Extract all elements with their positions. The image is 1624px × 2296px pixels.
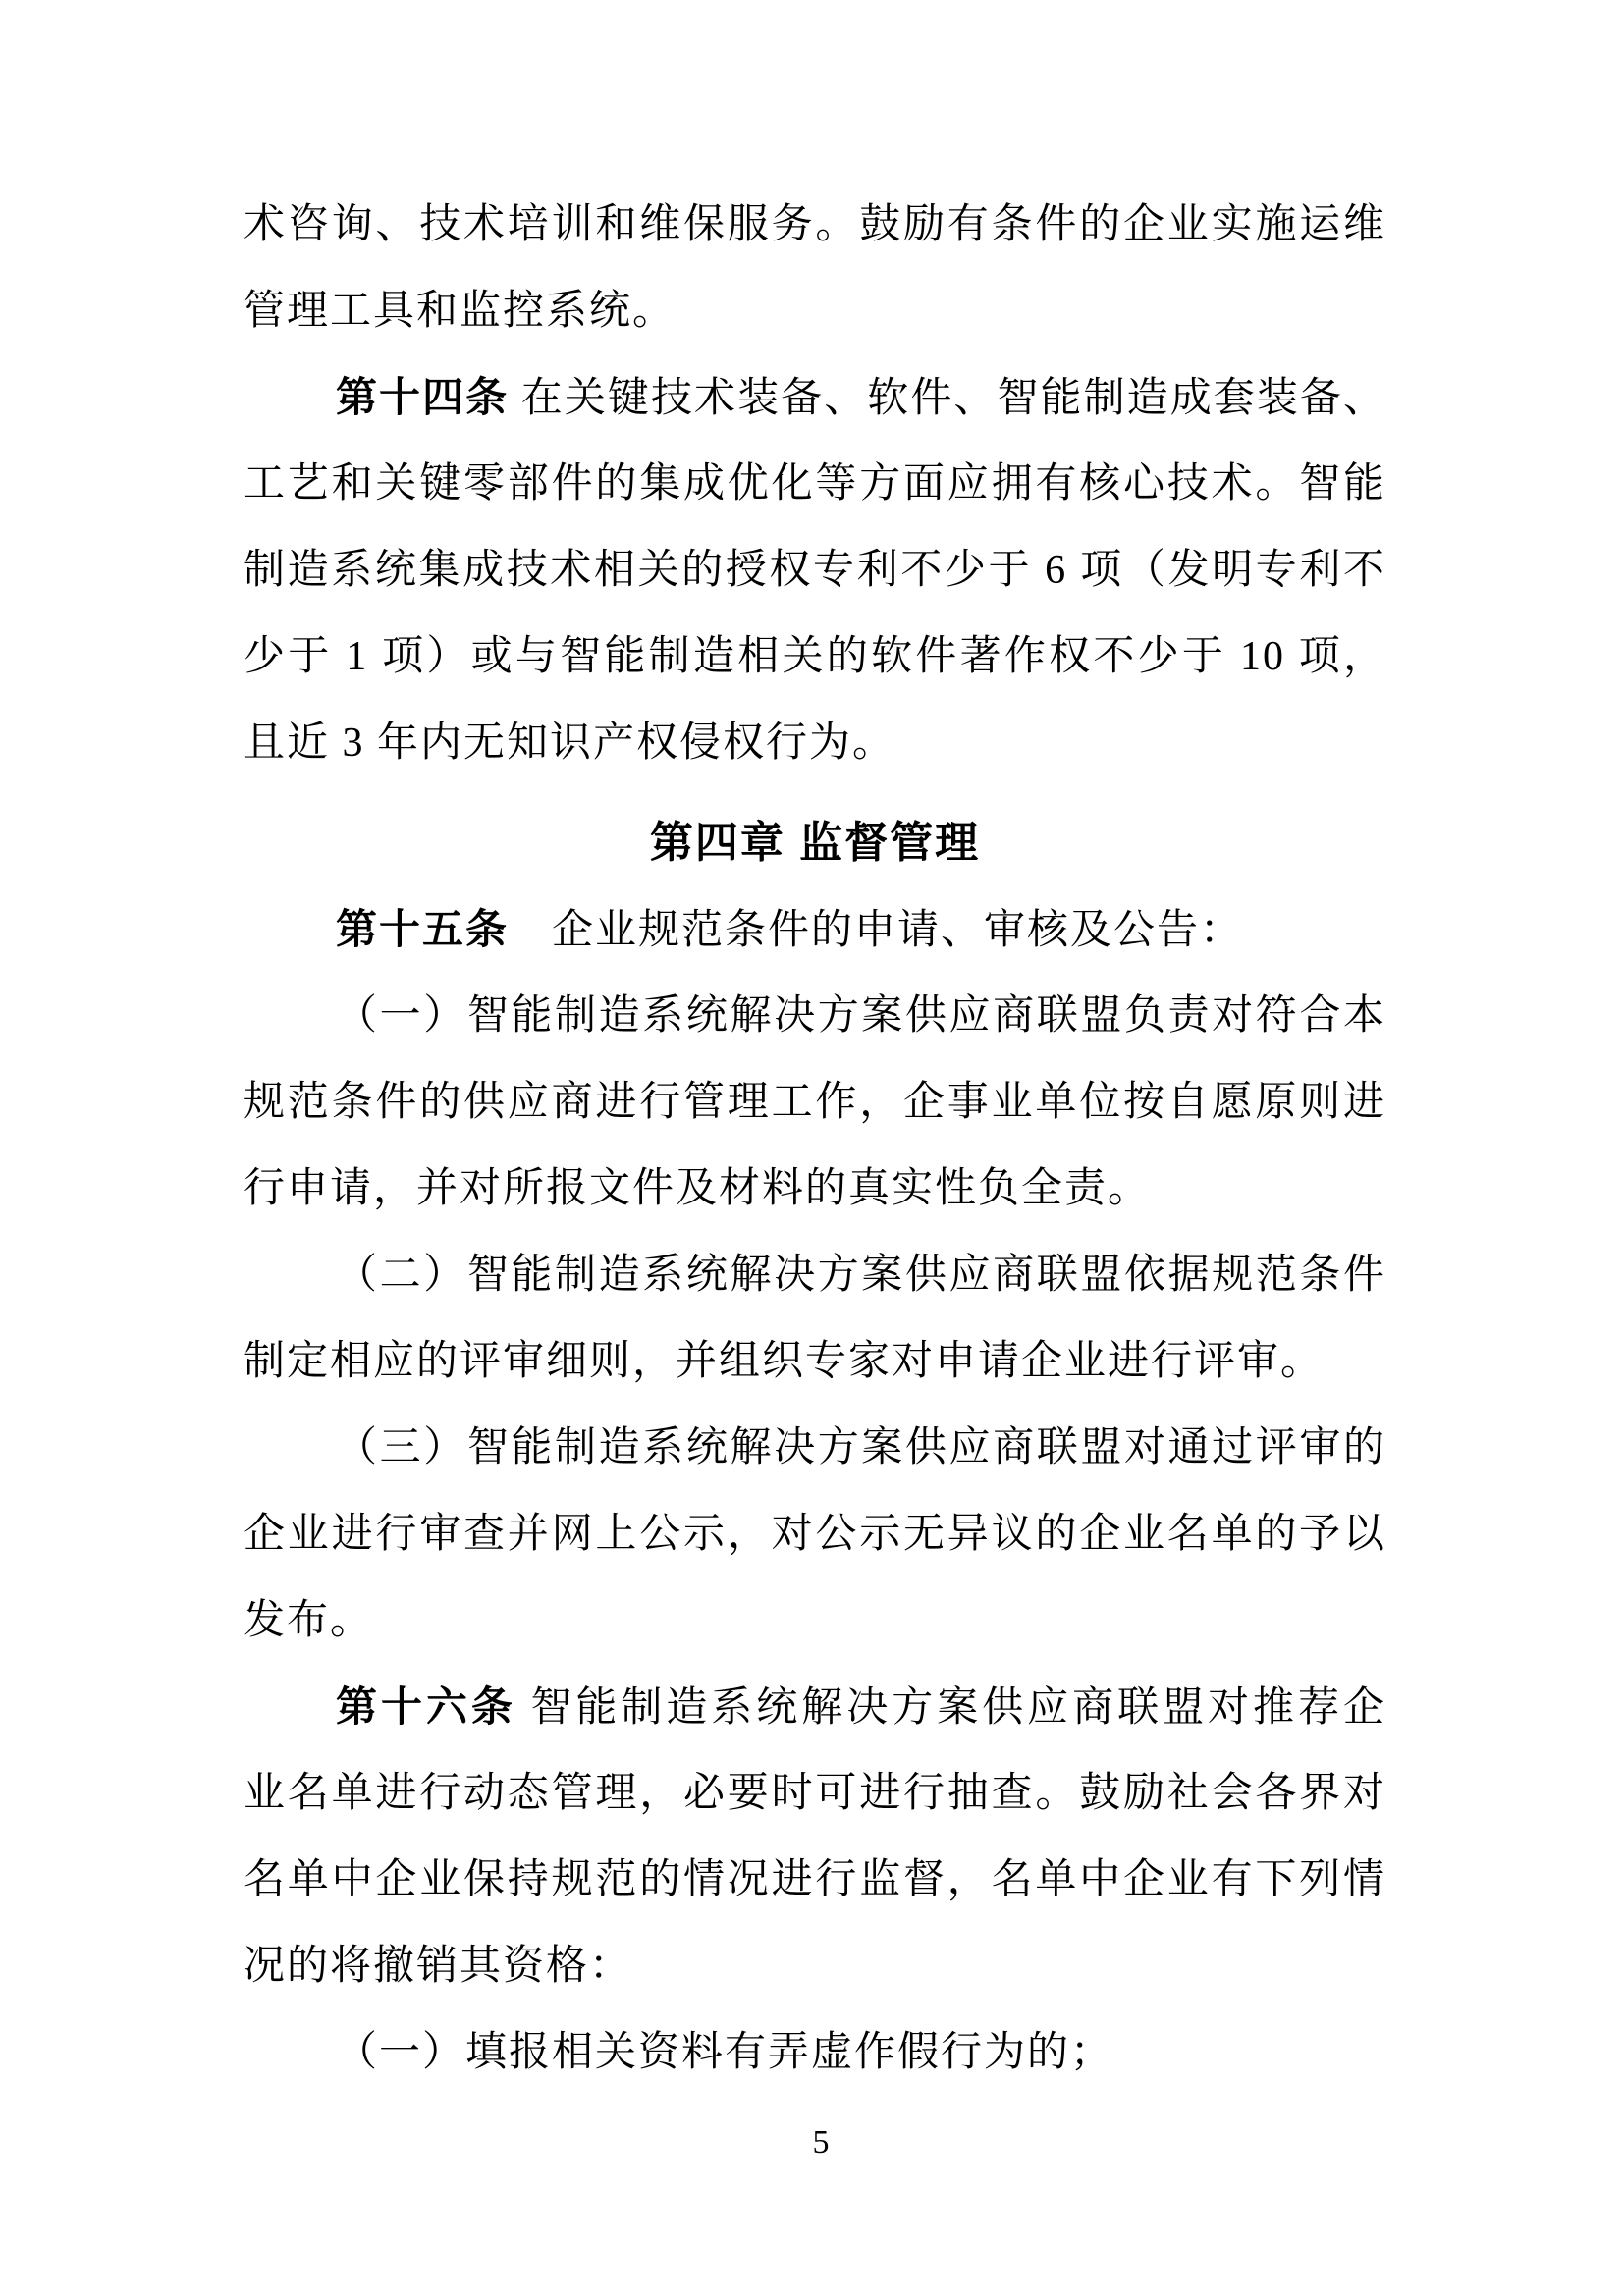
article-number: 第十四条	[336, 374, 510, 420]
line-text: 企业进行审查并网上公示，对公示无异议的企业名单的予以	[244, 1512, 1386, 1557]
line-text: 在关键技术装备、软件、智能制造成套装备、	[509, 376, 1386, 421]
text-line	[244, 2009, 1386, 2096]
page-number: 5	[812, 2124, 830, 2161]
line-text: 且近 3 年内无知识产权侵权行为。	[244, 721, 896, 766]
text-line	[244, 1664, 1386, 1750]
line-text: （三）智能制造系统解决方案供应商联盟对通过评审的	[336, 1425, 1386, 1470]
text-line	[244, 700, 1386, 786]
line-text: 行申请，并对所报文件及材料的真实性负全责。	[244, 1166, 1152, 1211]
chapter-heading: 第四章 监督管理	[649, 819, 981, 867]
article-number: 第十六条	[336, 1683, 516, 1730]
line-text: （二）智能制造系统解决方案供应商联盟依据规范条件	[336, 1253, 1386, 1298]
line-text: 企业规范条件的申请、审核及公告：	[509, 908, 1244, 953]
line-text: 智能制造系统解决方案供应商联盟对推荐企	[515, 1685, 1386, 1731]
text-line	[244, 1318, 1386, 1405]
text-line	[244, 268, 1386, 354]
line-text: 少于 1 项）或与智能制造相关的软件著作权不少于 10 项，	[244, 634, 1386, 679]
line-text: （一）填报相关资料有弄虚作假行为的；	[336, 2030, 1114, 2075]
line-text: 管理工具和监控系统。	[244, 289, 677, 334]
text-line	[244, 614, 1386, 700]
line-text: 制定相应的评审细则，并组织专家对申请企业进行评审。	[244, 1339, 1325, 1384]
text-line	[244, 1232, 1386, 1318]
text-line	[244, 973, 1386, 1059]
text-line	[244, 1750, 1386, 1837]
line-text: 况的将撤销其资格：	[244, 1944, 633, 1989]
line-text: 术咨询、技术培训和维保服务。鼓励有条件的企业实施运维	[244, 202, 1386, 247]
text-line	[244, 1059, 1386, 1146]
text-line	[244, 527, 1386, 614]
text-line	[244, 1491, 1386, 1577]
text-line	[244, 441, 1386, 527]
text-line	[244, 354, 1386, 441]
line-text: 规范条件的供应商进行管理工作，企事业单位按自愿原则进	[244, 1080, 1386, 1125]
line-text: 名单中企业保持规范的情况进行监督，名单中企业有下列情	[244, 1857, 1386, 1902]
line-text: 业名单进行动态管理，必要时可进行抽查。鼓励社会各界对	[244, 1771, 1386, 1816]
text-line	[244, 1923, 1386, 2009]
line-text: （一）智能制造系统解决方案供应商联盟负责对符合本	[336, 993, 1386, 1039]
article-number: 第十五条	[336, 906, 510, 952]
line-text: 制造系统集成技术相关的授权专利不少于 6 项（发明专利不	[244, 548, 1386, 593]
text-line	[244, 1837, 1386, 1923]
line-text: 工艺和关键零部件的集成优化等方面应拥有核心技术。智能	[244, 461, 1386, 507]
text-line	[244, 886, 1386, 973]
text-line	[244, 1577, 1386, 1664]
text-line	[244, 1405, 1386, 1491]
text-line	[244, 182, 1386, 268]
line-text: 发布。	[244, 1598, 374, 1643]
text-line	[244, 1146, 1386, 1232]
